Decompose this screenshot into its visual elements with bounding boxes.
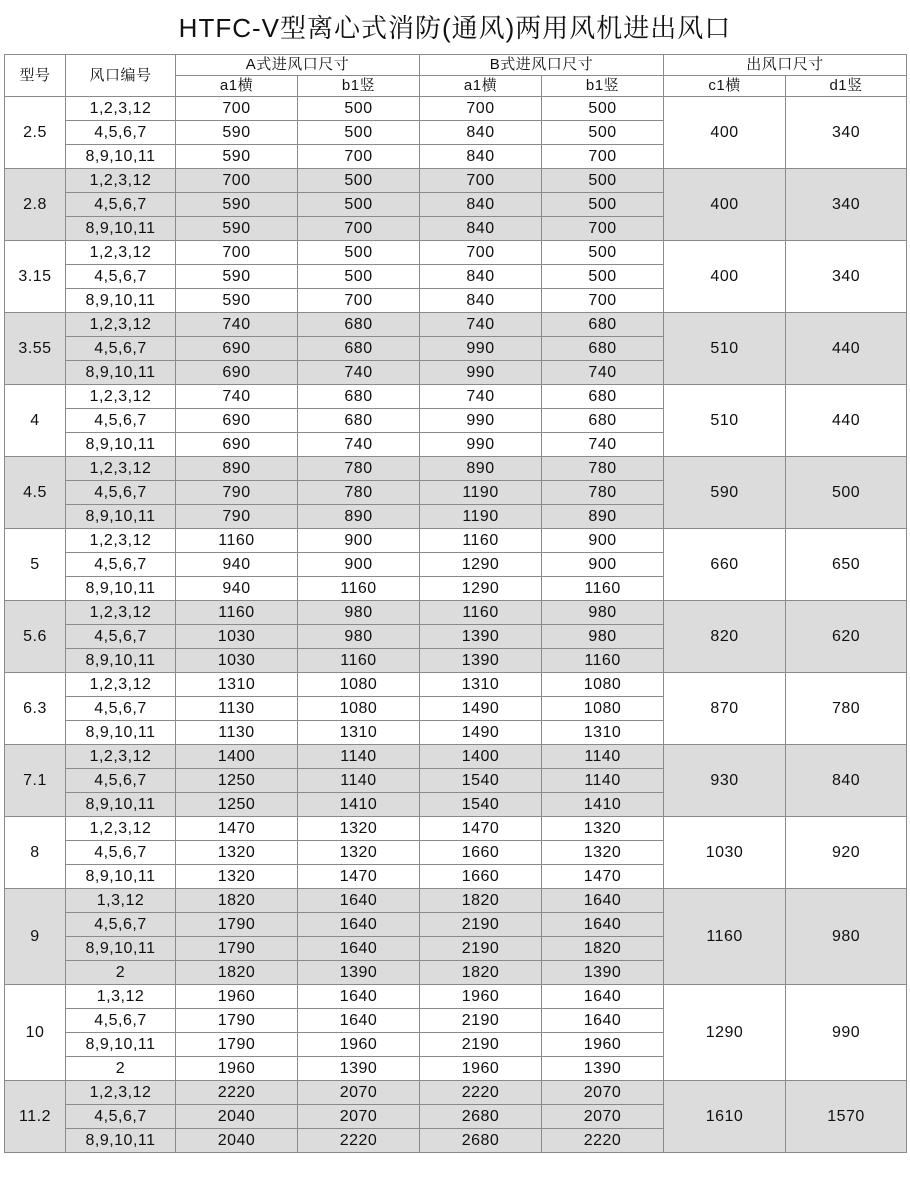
outlet-c1-cell: 870: [664, 673, 786, 745]
b-inlet-a1-cell: 1660: [420, 841, 542, 865]
b-inlet-b1-cell: 1320: [542, 841, 664, 865]
b-inlet-b1-cell: 980: [542, 601, 664, 625]
model-cell: 2.8: [5, 169, 66, 241]
header-c1: c1横: [664, 76, 786, 97]
b-inlet-a1-cell: 840: [420, 217, 542, 241]
outlet-d1-cell: 340: [786, 241, 907, 313]
outlet-d1-cell: 980: [786, 889, 907, 985]
port-no-cell: 1,2,3,12: [66, 745, 176, 769]
a-inlet-a1-cell: 1310: [176, 673, 298, 697]
a-inlet-a1-cell: 2040: [176, 1105, 298, 1129]
port-no-cell: 8,9,10,11: [66, 433, 176, 457]
b-inlet-a1-cell: 1390: [420, 625, 542, 649]
model-cell: 4.5: [5, 457, 66, 529]
port-no-cell: 4,5,6,7: [66, 841, 176, 865]
a-inlet-b1-cell: 1080: [298, 673, 420, 697]
table-row: [5, 817, 907, 841]
a-inlet-b1-cell: 2220: [298, 1129, 420, 1153]
a-inlet-a1-cell: 940: [176, 577, 298, 601]
a-inlet-b1-cell: 1140: [298, 745, 420, 769]
outlet-d1-cell: 440: [786, 313, 907, 385]
a-inlet-a1-cell: 690: [176, 433, 298, 457]
outlet-c1-cell: 820: [664, 601, 786, 673]
port-no-cell: 1,2,3,12: [66, 673, 176, 697]
a-inlet-b1-cell: 500: [298, 121, 420, 145]
port-no-cell: 4,5,6,7: [66, 481, 176, 505]
a-inlet-a1-cell: 940: [176, 553, 298, 577]
header-b-b1: b1竖: [542, 76, 664, 97]
a-inlet-b1-cell: 740: [298, 361, 420, 385]
a-inlet-b1-cell: 1080: [298, 697, 420, 721]
page-title: HTFC-V型离心式消防(通风)两用风机进出风口: [178, 13, 732, 43]
b-inlet-a1-cell: 1190: [420, 481, 542, 505]
b-inlet-b1-cell: 500: [542, 265, 664, 289]
port-no-cell: 1,2,3,12: [66, 97, 176, 121]
a-inlet-b1-cell: 1390: [298, 1057, 420, 1081]
a-inlet-a1-cell: 1790: [176, 913, 298, 937]
b-inlet-b1-cell: 1640: [542, 985, 664, 1009]
a-inlet-a1-cell: 1960: [176, 985, 298, 1009]
b-inlet-a1-cell: 700: [420, 169, 542, 193]
b-inlet-a1-cell: 1660: [420, 865, 542, 889]
header-port-no: 风口编号: [66, 55, 176, 97]
b-inlet-a1-cell: 2680: [420, 1129, 542, 1153]
b-inlet-b1-cell: 740: [542, 433, 664, 457]
b-inlet-a1-cell: 1310: [420, 673, 542, 697]
table-row: [5, 745, 907, 769]
header-d1: d1竖: [786, 76, 907, 97]
table-row: [5, 529, 907, 553]
model-cell: 6.3: [5, 673, 66, 745]
a-inlet-b1-cell: 890: [298, 505, 420, 529]
b-inlet-a1-cell: 1390: [420, 649, 542, 673]
outlet-d1-cell: 920: [786, 817, 907, 889]
a-inlet-a1-cell: 1820: [176, 961, 298, 985]
header-b-a1: a1横: [420, 76, 542, 97]
outlet-c1-cell: 1160: [664, 889, 786, 985]
a-inlet-a1-cell: 700: [176, 241, 298, 265]
a-inlet-a1-cell: 590: [176, 265, 298, 289]
port-no-cell: 1,2,3,12: [66, 313, 176, 337]
b-inlet-a1-cell: 2190: [420, 937, 542, 961]
port-no-cell: 4,5,6,7: [66, 1009, 176, 1033]
model-cell: 5: [5, 529, 66, 601]
model-cell: 3.15: [5, 241, 66, 313]
port-no-cell: 4,5,6,7: [66, 193, 176, 217]
a-inlet-b1-cell: 500: [298, 97, 420, 121]
port-no-cell: 1,3,12: [66, 985, 176, 1009]
b-inlet-b1-cell: 1390: [542, 1057, 664, 1081]
a-inlet-a1-cell: 1320: [176, 841, 298, 865]
fan-port-size-table: [4, 54, 907, 1153]
b-inlet-b1-cell: 1310: [542, 721, 664, 745]
b-inlet-b1-cell: 680: [542, 313, 664, 337]
b-inlet-a1-cell: 1540: [420, 793, 542, 817]
a-inlet-a1-cell: 1160: [176, 529, 298, 553]
a-inlet-a1-cell: 790: [176, 481, 298, 505]
port-no-cell: 4,5,6,7: [66, 553, 176, 577]
b-inlet-a1-cell: 1190: [420, 505, 542, 529]
b-inlet-a1-cell: 840: [420, 265, 542, 289]
outlet-c1-cell: 400: [664, 169, 786, 241]
b-inlet-a1-cell: 840: [420, 289, 542, 313]
model-cell: 7.1: [5, 745, 66, 817]
port-no-cell: 1,2,3,12: [66, 385, 176, 409]
port-no-cell: 8,9,10,11: [66, 721, 176, 745]
a-inlet-a1-cell: 590: [176, 193, 298, 217]
b-inlet-a1-cell: 1160: [420, 601, 542, 625]
model-cell: 10: [5, 985, 66, 1081]
b-inlet-b1-cell: 1640: [542, 1009, 664, 1033]
outlet-d1-cell: 1570: [786, 1081, 907, 1153]
port-no-cell: 1,2,3,12: [66, 817, 176, 841]
a-inlet-b1-cell: 1310: [298, 721, 420, 745]
b-inlet-a1-cell: 1820: [420, 961, 542, 985]
b-inlet-a1-cell: 1490: [420, 721, 542, 745]
b-inlet-b1-cell: 780: [542, 457, 664, 481]
a-inlet-b1-cell: 500: [298, 169, 420, 193]
b-inlet-a1-cell: 1160: [420, 529, 542, 553]
a-inlet-b1-cell: 700: [298, 145, 420, 169]
b-inlet-b1-cell: 1140: [542, 745, 664, 769]
outlet-c1-cell: 1610: [664, 1081, 786, 1153]
b-inlet-b1-cell: 900: [542, 529, 664, 553]
a-inlet-a1-cell: 1030: [176, 649, 298, 673]
a-inlet-a1-cell: 690: [176, 409, 298, 433]
port-no-cell: 1,3,12: [66, 889, 176, 913]
b-inlet-b1-cell: 1080: [542, 673, 664, 697]
a-inlet-b1-cell: 1470: [298, 865, 420, 889]
b-inlet-b1-cell: 900: [542, 553, 664, 577]
a-inlet-a1-cell: 590: [176, 121, 298, 145]
outlet-d1-cell: 620: [786, 601, 907, 673]
table-row: [5, 313, 907, 337]
port-no-cell: 4,5,6,7: [66, 409, 176, 433]
port-no-cell: 8,9,10,11: [66, 937, 176, 961]
b-inlet-b1-cell: 1390: [542, 961, 664, 985]
a-inlet-a1-cell: 700: [176, 169, 298, 193]
header-b-inlet: B式进风口尺寸: [420, 55, 664, 76]
table-row: [5, 97, 907, 121]
a-inlet-a1-cell: 1400: [176, 745, 298, 769]
table-row: [5, 385, 907, 409]
b-inlet-b1-cell: 1160: [542, 577, 664, 601]
a-inlet-b1-cell: 900: [298, 553, 420, 577]
b-inlet-b1-cell: 680: [542, 385, 664, 409]
a-inlet-a1-cell: 1320: [176, 865, 298, 889]
b-inlet-b1-cell: 500: [542, 97, 664, 121]
port-no-cell: 8,9,10,11: [66, 145, 176, 169]
model-cell: 2.5: [5, 97, 66, 169]
b-inlet-a1-cell: 1290: [420, 577, 542, 601]
port-no-cell: 4,5,6,7: [66, 697, 176, 721]
b-inlet-a1-cell: 840: [420, 121, 542, 145]
outlet-c1-cell: 510: [664, 313, 786, 385]
b-inlet-b1-cell: 740: [542, 361, 664, 385]
a-inlet-b1-cell: 1640: [298, 937, 420, 961]
a-inlet-a1-cell: 1250: [176, 793, 298, 817]
model-cell: 3.55: [5, 313, 66, 385]
a-inlet-b1-cell: 1140: [298, 769, 420, 793]
b-inlet-b1-cell: 700: [542, 289, 664, 313]
a-inlet-b1-cell: 1160: [298, 577, 420, 601]
b-inlet-b1-cell: 500: [542, 121, 664, 145]
a-inlet-b1-cell: 1640: [298, 985, 420, 1009]
b-inlet-a1-cell: 2190: [420, 1009, 542, 1033]
port-no-cell: 1,2,3,12: [66, 241, 176, 265]
port-no-cell: 8,9,10,11: [66, 289, 176, 313]
port-no-cell: 8,9,10,11: [66, 793, 176, 817]
b-inlet-a1-cell: 2220: [420, 1081, 542, 1105]
outlet-c1-cell: 930: [664, 745, 786, 817]
port-no-cell: 8,9,10,11: [66, 217, 176, 241]
model-cell: 9: [5, 889, 66, 985]
a-inlet-a1-cell: 1790: [176, 937, 298, 961]
a-inlet-a1-cell: 590: [176, 217, 298, 241]
b-inlet-a1-cell: 1540: [420, 769, 542, 793]
a-inlet-a1-cell: 690: [176, 361, 298, 385]
outlet-d1-cell: 990: [786, 985, 907, 1081]
a-inlet-b1-cell: 1960: [298, 1033, 420, 1057]
a-inlet-b1-cell: 500: [298, 193, 420, 217]
model-cell: 5.6: [5, 601, 66, 673]
a-inlet-a1-cell: 740: [176, 385, 298, 409]
b-inlet-b1-cell: 2220: [542, 1129, 664, 1153]
b-inlet-a1-cell: 2680: [420, 1105, 542, 1129]
b-inlet-b1-cell: 1960: [542, 1033, 664, 1057]
port-no-cell: 1,2,3,12: [66, 601, 176, 625]
outlet-d1-cell: 440: [786, 385, 907, 457]
b-inlet-b1-cell: 1160: [542, 649, 664, 673]
b-inlet-b1-cell: 890: [542, 505, 664, 529]
outlet-d1-cell: 500: [786, 457, 907, 529]
a-inlet-b1-cell: 1320: [298, 841, 420, 865]
header-a-inlet: A式进风口尺寸: [176, 55, 420, 76]
a-inlet-a1-cell: 1790: [176, 1009, 298, 1033]
a-inlet-b1-cell: 2070: [298, 1105, 420, 1129]
a-inlet-b1-cell: 680: [298, 313, 420, 337]
outlet-c1-cell: 1290: [664, 985, 786, 1081]
a-inlet-a1-cell: 1130: [176, 697, 298, 721]
b-inlet-a1-cell: 1490: [420, 697, 542, 721]
port-no-cell: 2: [66, 1057, 176, 1081]
port-no-cell: 8,9,10,11: [66, 505, 176, 529]
a-inlet-a1-cell: 690: [176, 337, 298, 361]
outlet-d1-cell: 340: [786, 169, 907, 241]
a-inlet-b1-cell: 1160: [298, 649, 420, 673]
b-inlet-b1-cell: 1640: [542, 889, 664, 913]
b-inlet-b1-cell: 1820: [542, 937, 664, 961]
port-no-cell: 8,9,10,11: [66, 865, 176, 889]
outlet-c1-cell: 660: [664, 529, 786, 601]
b-inlet-b1-cell: 1640: [542, 913, 664, 937]
port-no-cell: 4,5,6,7: [66, 913, 176, 937]
b-inlet-b1-cell: 680: [542, 337, 664, 361]
b-inlet-a1-cell: 840: [420, 145, 542, 169]
b-inlet-a1-cell: 1400: [420, 745, 542, 769]
b-inlet-a1-cell: 700: [420, 97, 542, 121]
port-no-cell: 4,5,6,7: [66, 121, 176, 145]
a-inlet-b1-cell: 2070: [298, 1081, 420, 1105]
port-no-cell: 2: [66, 961, 176, 985]
b-inlet-a1-cell: 700: [420, 241, 542, 265]
port-no-cell: 4,5,6,7: [66, 265, 176, 289]
b-inlet-b1-cell: 680: [542, 409, 664, 433]
b-inlet-a1-cell: 990: [420, 409, 542, 433]
b-inlet-b1-cell: 700: [542, 145, 664, 169]
port-no-cell: 8,9,10,11: [66, 361, 176, 385]
a-inlet-a1-cell: 590: [176, 289, 298, 313]
port-no-cell: 1,2,3,12: [66, 169, 176, 193]
b-inlet-a1-cell: 1290: [420, 553, 542, 577]
b-inlet-b1-cell: 980: [542, 625, 664, 649]
a-inlet-b1-cell: 1640: [298, 889, 420, 913]
b-inlet-b1-cell: 1470: [542, 865, 664, 889]
table-row: [5, 601, 907, 625]
b-inlet-b1-cell: 1080: [542, 697, 664, 721]
a-inlet-b1-cell: 500: [298, 265, 420, 289]
port-no-cell: 1,2,3,12: [66, 457, 176, 481]
b-inlet-b1-cell: 780: [542, 481, 664, 505]
a-inlet-b1-cell: 780: [298, 481, 420, 505]
model-cell: 8: [5, 817, 66, 889]
a-inlet-b1-cell: 700: [298, 289, 420, 313]
a-inlet-a1-cell: 1960: [176, 1057, 298, 1081]
port-no-cell: 4,5,6,7: [66, 625, 176, 649]
header-a-b1: b1竖: [298, 76, 420, 97]
a-inlet-b1-cell: 900: [298, 529, 420, 553]
b-inlet-b1-cell: 700: [542, 217, 664, 241]
outlet-d1-cell: 340: [786, 97, 907, 169]
a-inlet-a1-cell: 2220: [176, 1081, 298, 1105]
a-inlet-b1-cell: 740: [298, 433, 420, 457]
a-inlet-b1-cell: 500: [298, 241, 420, 265]
a-inlet-a1-cell: 1030: [176, 625, 298, 649]
table-row: [5, 169, 907, 193]
outlet-d1-cell: 780: [786, 673, 907, 745]
port-no-cell: 1,2,3,12: [66, 1081, 176, 1105]
a-inlet-b1-cell: 680: [298, 385, 420, 409]
outlet-c1-cell: 590: [664, 457, 786, 529]
port-no-cell: 8,9,10,11: [66, 577, 176, 601]
a-inlet-a1-cell: 2040: [176, 1129, 298, 1153]
model-cell: 4: [5, 385, 66, 457]
b-inlet-a1-cell: 990: [420, 433, 542, 457]
a-inlet-a1-cell: 1250: [176, 769, 298, 793]
b-inlet-b1-cell: 2070: [542, 1081, 664, 1105]
b-inlet-a1-cell: 1960: [420, 1057, 542, 1081]
model-cell: 11.2: [5, 1081, 66, 1153]
table-row: [5, 889, 907, 913]
outlet-c1-cell: 510: [664, 385, 786, 457]
table-row: [5, 241, 907, 265]
outlet-d1-cell: 840: [786, 745, 907, 817]
outlet-d1-cell: 650: [786, 529, 907, 601]
b-inlet-b1-cell: 1140: [542, 769, 664, 793]
table-row: [5, 1081, 907, 1105]
port-no-cell: 8,9,10,11: [66, 1129, 176, 1153]
port-no-cell: 8,9,10,11: [66, 649, 176, 673]
b-inlet-a1-cell: 740: [420, 385, 542, 409]
port-no-cell: 4,5,6,7: [66, 337, 176, 361]
header-model: 型号: [5, 55, 66, 97]
outlet-c1-cell: 400: [664, 241, 786, 313]
b-inlet-b1-cell: 500: [542, 193, 664, 217]
b-inlet-b1-cell: 1410: [542, 793, 664, 817]
a-inlet-b1-cell: 1640: [298, 913, 420, 937]
a-inlet-a1-cell: 590: [176, 145, 298, 169]
header-outlet: 出风口尺寸: [664, 55, 907, 76]
outlet-c1-cell: 400: [664, 97, 786, 169]
a-inlet-b1-cell: 680: [298, 409, 420, 433]
table-row: [5, 673, 907, 697]
a-inlet-a1-cell: 890: [176, 457, 298, 481]
b-inlet-b1-cell: 500: [542, 241, 664, 265]
a-inlet-b1-cell: 1640: [298, 1009, 420, 1033]
b-inlet-a1-cell: 890: [420, 457, 542, 481]
b-inlet-a1-cell: 840: [420, 193, 542, 217]
a-inlet-a1-cell: 790: [176, 505, 298, 529]
a-inlet-b1-cell: 1320: [298, 817, 420, 841]
a-inlet-b1-cell: 980: [298, 625, 420, 649]
a-inlet-a1-cell: 1790: [176, 1033, 298, 1057]
b-inlet-b1-cell: 500: [542, 169, 664, 193]
a-inlet-b1-cell: 680: [298, 337, 420, 361]
a-inlet-b1-cell: 1410: [298, 793, 420, 817]
a-inlet-a1-cell: 740: [176, 313, 298, 337]
a-inlet-b1-cell: 980: [298, 601, 420, 625]
port-no-cell: 4,5,6,7: [66, 769, 176, 793]
a-inlet-b1-cell: 1390: [298, 961, 420, 985]
b-inlet-a1-cell: 1960: [420, 985, 542, 1009]
b-inlet-a1-cell: 1470: [420, 817, 542, 841]
a-inlet-a1-cell: 1130: [176, 721, 298, 745]
a-inlet-a1-cell: 1160: [176, 601, 298, 625]
b-inlet-b1-cell: 2070: [542, 1105, 664, 1129]
port-no-cell: 4,5,6,7: [66, 1105, 176, 1129]
header-a-a1: a1横: [176, 76, 298, 97]
table-row: [5, 457, 907, 481]
b-inlet-a1-cell: 990: [420, 361, 542, 385]
a-inlet-b1-cell: 700: [298, 217, 420, 241]
b-inlet-a1-cell: 1820: [420, 889, 542, 913]
a-inlet-a1-cell: 1820: [176, 889, 298, 913]
a-inlet-a1-cell: 1470: [176, 817, 298, 841]
b-inlet-a1-cell: 2190: [420, 1033, 542, 1057]
outlet-c1-cell: 1030: [664, 817, 786, 889]
b-inlet-a1-cell: 740: [420, 313, 542, 337]
table-row: [5, 985, 907, 1009]
a-inlet-a1-cell: 700: [176, 97, 298, 121]
a-inlet-b1-cell: 780: [298, 457, 420, 481]
port-no-cell: 8,9,10,11: [66, 1033, 176, 1057]
b-inlet-a1-cell: 990: [420, 337, 542, 361]
b-inlet-a1-cell: 2190: [420, 913, 542, 937]
b-inlet-b1-cell: 1320: [542, 817, 664, 841]
header-row-1: [5, 55, 907, 76]
port-no-cell: 1,2,3,12: [66, 529, 176, 553]
